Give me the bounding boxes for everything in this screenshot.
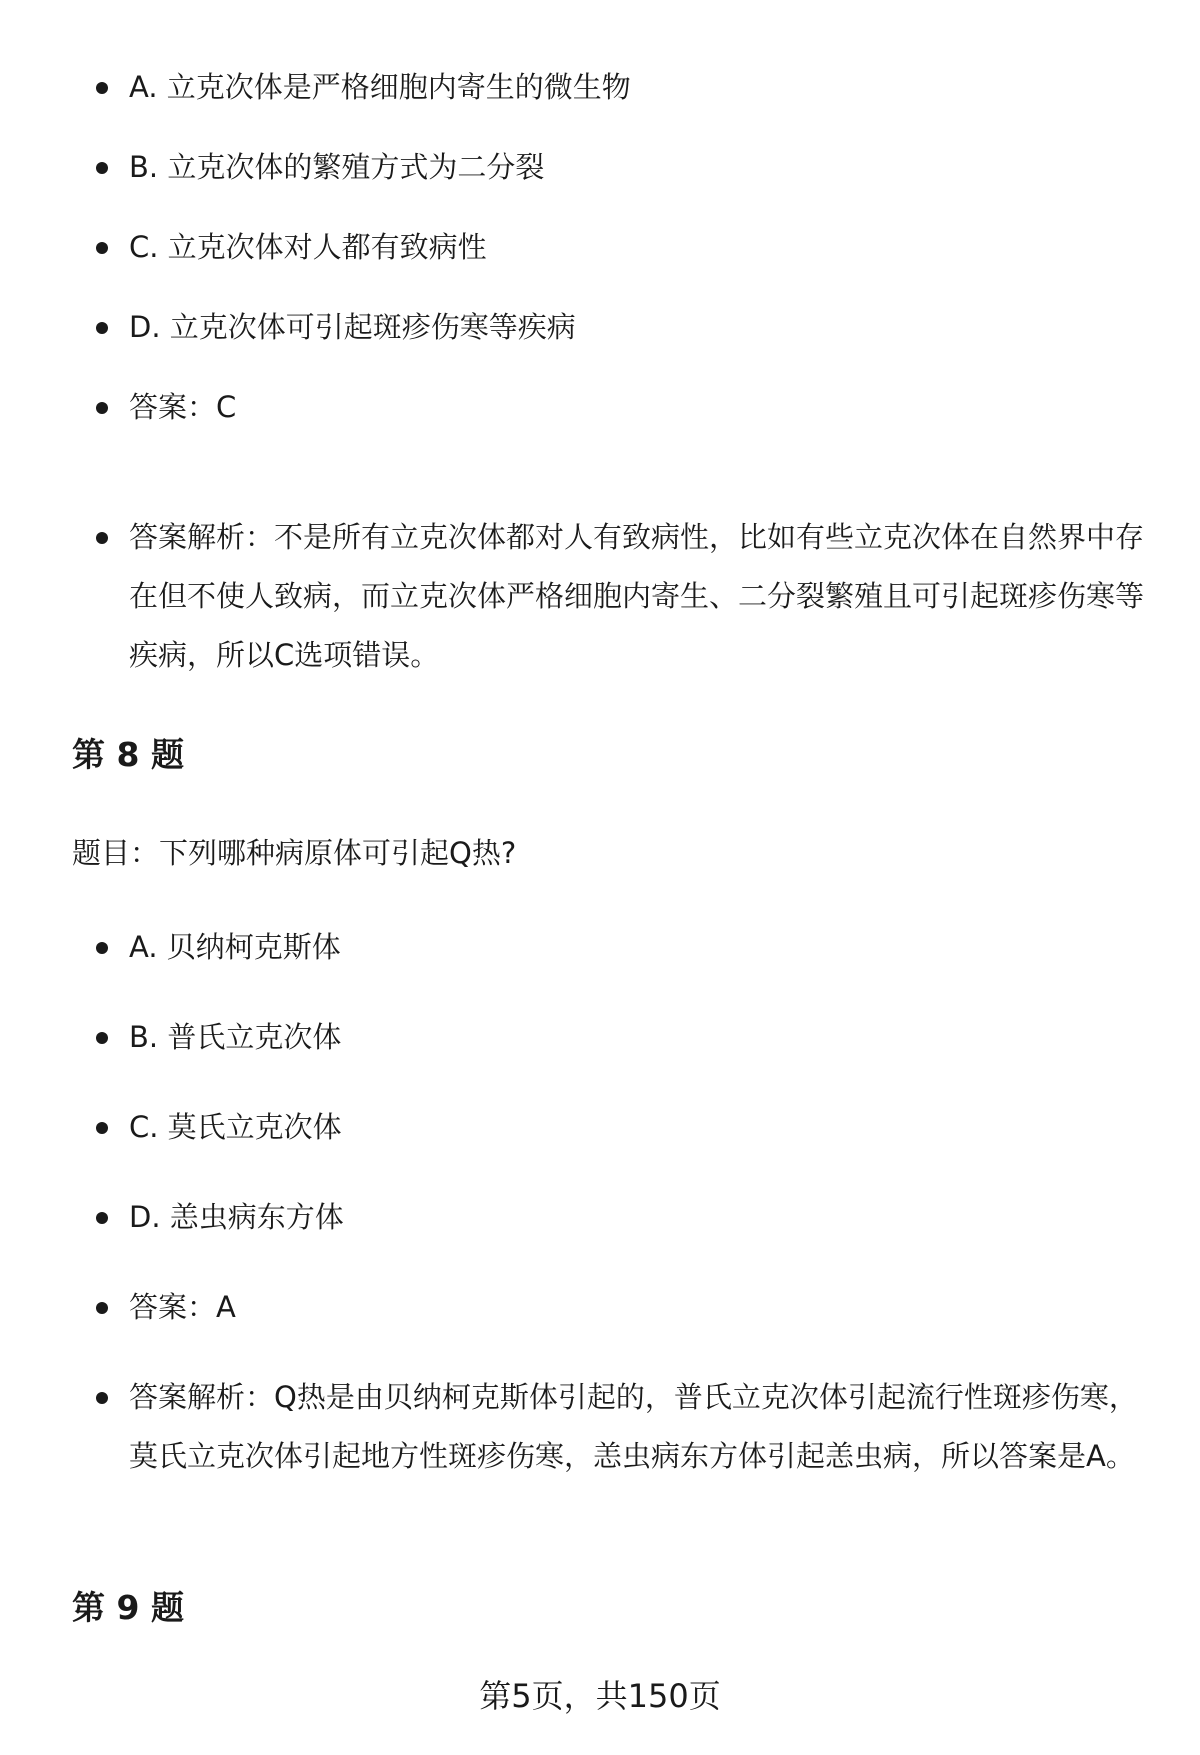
bullet-icon bbox=[96, 1302, 108, 1314]
answer-text: 答案：C bbox=[129, 390, 237, 424]
bullet-icon bbox=[96, 532, 108, 544]
q7-answer bbox=[96, 378, 1146, 437]
q8-answer bbox=[96, 1278, 1146, 1337]
option-text: B. 立克次体的繁殖方式为二分裂 bbox=[129, 150, 545, 184]
q8-option-c bbox=[96, 1098, 1146, 1157]
bullet-icon bbox=[96, 1032, 108, 1044]
bullet-icon bbox=[96, 1392, 108, 1404]
option-text: C. 莫氏立克次体 bbox=[129, 1110, 342, 1144]
q7-option-a bbox=[96, 58, 1146, 117]
option-text: A. 立克次体是严格细胞内寄生的微生物 bbox=[129, 70, 631, 104]
q8-option-d bbox=[96, 1188, 1146, 1247]
explanation-text: 答案解析：不是所有立克次体都对人有致病性，比如有些立克次体在自然界中存在但不使人致病，而立克次体严格细胞内寄生、二分裂繁殖且可引起斑疹伤寒等疾病，所以C选项错误。 bbox=[129, 520, 1145, 672]
bullet-icon bbox=[96, 242, 108, 254]
bullet-icon bbox=[96, 322, 108, 334]
bullet-icon bbox=[96, 1212, 108, 1224]
question-heading-9: 第 9 题 bbox=[72, 1588, 184, 1627]
option-text: A. 贝纳柯克斯体 bbox=[129, 930, 341, 964]
bullet-icon bbox=[96, 82, 108, 94]
question-stem-8: 题目：下列哪种病原体可引起Q热? bbox=[72, 836, 517, 870]
question-heading-8: 第 8 题 bbox=[72, 735, 184, 774]
answer-text: 答案：A bbox=[129, 1290, 236, 1324]
option-text: B. 普氏立克次体 bbox=[129, 1020, 342, 1054]
q7-option-b bbox=[96, 138, 1146, 197]
q7-explanation bbox=[96, 508, 1146, 685]
q7-option-c bbox=[96, 218, 1146, 277]
q8-option-b bbox=[96, 1008, 1146, 1067]
q8-explanation bbox=[96, 1368, 1146, 1486]
explanation-text: 答案解析：Q热是由贝纳柯克斯体引起的，普氏立克次体引起流行性斑疹伤寒，莫氏立克次体引起地方性斑疹伤寒，恙虫病东方体引起恙虫病，所以答案是A。 bbox=[129, 1380, 1138, 1473]
option-text: D. 立克次体可引起斑疹伤寒等疾病 bbox=[129, 310, 576, 344]
option-text: D. 恙虫病东方体 bbox=[129, 1200, 344, 1234]
q7-option-d bbox=[96, 298, 1146, 357]
option-text: C. 立克次体对人都有致病性 bbox=[129, 230, 487, 264]
q8-option-a bbox=[96, 918, 1146, 977]
bullet-icon bbox=[96, 1122, 108, 1134]
page-number: 第5页，共150页 bbox=[479, 1677, 721, 1715]
bullet-icon bbox=[96, 402, 108, 414]
bullet-icon bbox=[96, 162, 108, 174]
bullet-icon bbox=[96, 942, 108, 954]
